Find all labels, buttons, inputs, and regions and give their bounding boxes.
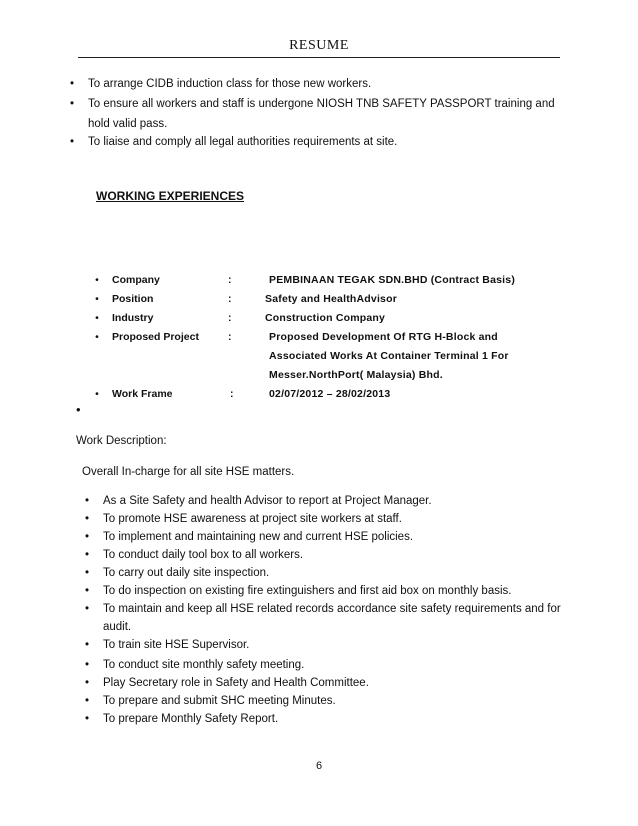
info-colon: : [228,312,232,324]
bullet-icon: • [84,677,90,689]
info-label: Proposed Project [112,331,199,343]
bullet-icon: • [84,549,90,561]
list-item-text: To promote HSE awareness at project site workers at staff. [103,513,402,525]
info-colon: : [228,331,232,343]
info-label: Work Frame [112,388,173,400]
bullet-icon: • [84,603,90,615]
stray-bullet-icon: • [76,402,81,417]
bullet-icon: • [84,495,90,507]
bullet-icon: • [84,585,90,597]
info-colon: : [228,293,232,305]
bullet-icon: • [84,713,90,725]
info-colon: : [228,274,232,286]
list-item-text: To liaise and comply all legal authorities requirements at site. [88,136,398,148]
list-item-text: To implement and maintaining new and current HSE policies. [103,531,414,543]
work-description-overall: Overall In-charge for all site HSE matters. [82,466,295,478]
list-item-text: To prepare Monthly Safety Report. [103,713,279,725]
list-item-text: To prepare and submit SHC meeting Minutes. [103,695,336,707]
info-colon: : [230,388,234,400]
bullet-icon: • [69,136,75,148]
list-item-text: To train site HSE Supervisor. [103,639,250,651]
bullet-icon: • [95,388,99,400]
list-item-text: To arrange CIDB induction class for those new workers. [88,78,372,90]
info-value: PEMBINAAN TEGAK SDN.BHD (Contract Basis) [269,274,516,286]
bullet-icon: • [69,78,75,90]
work-description-heading: Work Description: [76,435,167,447]
list-item-text: As a Site Safety and health Advisor to report at Project Manager. [103,495,432,507]
info-label: Company [112,274,160,286]
header-rule [78,57,560,58]
bullet-icon: • [84,639,90,651]
info-value: Proposed Development Of RTG H-Block and [269,331,498,343]
bullet-icon: • [84,567,90,579]
bullet-icon: • [69,98,75,110]
page-number: 6 [315,760,323,772]
list-item-text: To do inspection on existing fire extinguishers and first aid box on monthly basis. [103,585,512,597]
info-value: Associated Works At Container Terminal 1 For [269,350,509,362]
bullet-icon: • [84,531,90,543]
bullet-icon: • [95,312,99,324]
info-value: Construction Company [265,312,386,324]
list-item-text: To carry out daily site inspection. [103,567,270,579]
info-value: Safety and HealthAdvisor [265,293,397,305]
list-item-text: audit. [103,621,132,633]
section-title: WORKING EXPERIENCES [96,189,245,203]
bullet-icon: • [95,331,99,343]
bullet-icon: • [84,659,90,671]
list-item-text: Play Secretary role in Safety and Health Committee. [103,677,369,689]
info-label: Position [112,293,154,305]
page-header-title: RESUME [289,38,349,53]
info-label: Industry [112,312,154,324]
bullet-icon: • [95,274,99,286]
info-value: Messer.NorthPort( Malaysia) Bhd. [269,369,443,381]
list-item-text: To conduct daily tool box to all workers. [103,549,304,561]
list-item-text: To ensure all workers and staff is undergone NIOSH TNB SAFETY PASSPORT training and [88,98,555,110]
bullet-icon: • [95,293,99,305]
bullet-icon: • [84,513,90,525]
info-value: 02/07/2012 – 28/02/2013 [269,388,391,400]
list-item-text: To conduct site monthly safety meeting. [103,659,305,671]
list-item-text: To maintain and keep all HSE related records accordance site safety requirements and for [103,603,561,615]
bullet-icon: • [84,695,90,707]
list-item-text: hold valid pass. [88,118,168,130]
